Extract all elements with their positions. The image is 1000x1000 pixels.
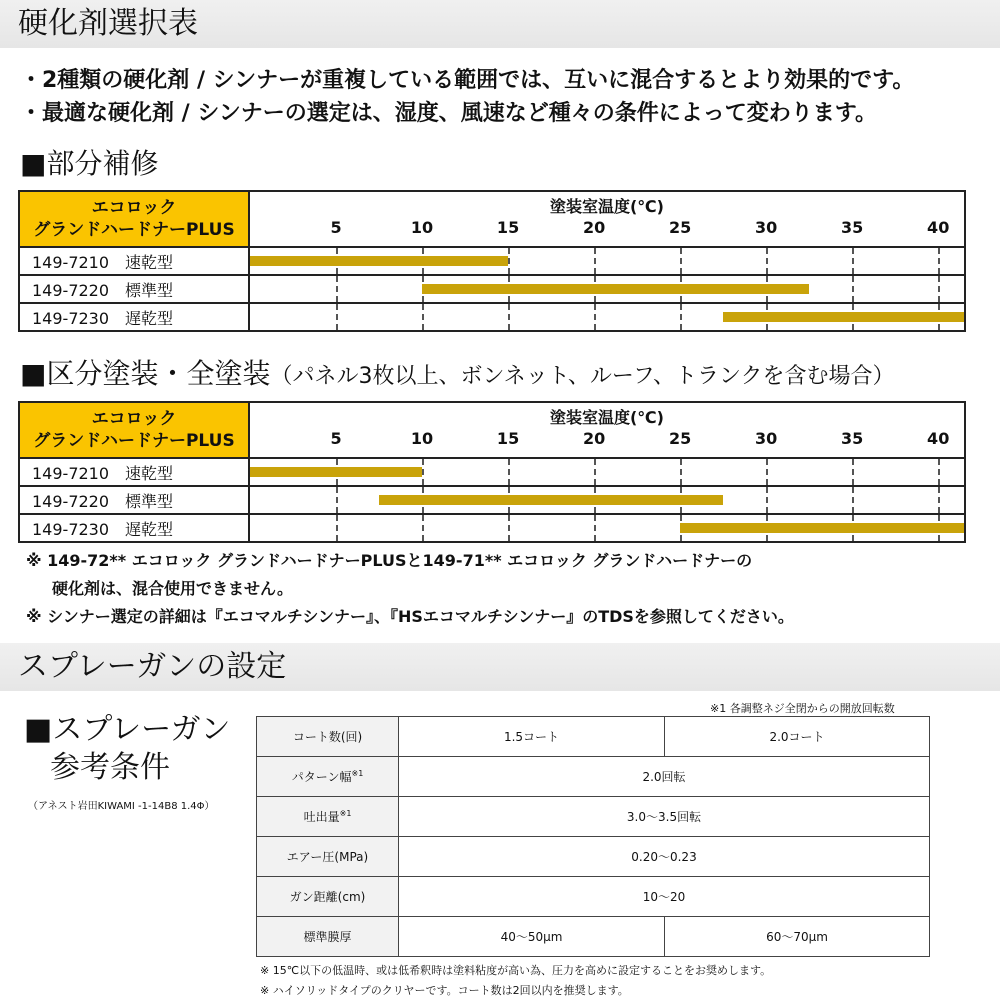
- tick-label: 20: [582, 429, 606, 448]
- bar-cell: [249, 514, 965, 542]
- bar-cell: [249, 458, 965, 486]
- grid-line: [852, 276, 854, 302]
- tick-label: 35: [841, 218, 864, 237]
- grid-line: [594, 248, 596, 274]
- spraygun-note-2: ※ ハイソリッドタイプのクリヤーです。コート数は2回以内を推奨します。: [260, 984, 629, 997]
- spraygun-heading: ■スプレーガン: [24, 712, 231, 747]
- spraygun-top-note: ※1 各調整ネジ全閉からの開放回転数: [710, 702, 895, 715]
- header-line-1: エコロック: [91, 198, 177, 218]
- pattern-value: 2.0回転: [399, 757, 930, 797]
- grid-line: [594, 515, 596, 541]
- row-label: 149-7220 標準型: [19, 486, 249, 514]
- grid-line: [594, 459, 596, 485]
- grid-line: [422, 515, 424, 541]
- tick-label: 25: [668, 429, 692, 448]
- discharge-value: 3.0～3.5回転: [399, 797, 930, 837]
- table-1-title: ■部分補修: [20, 147, 159, 180]
- hardener-table-1: [18, 190, 966, 332]
- row-label: 149-7210 速乾型: [19, 458, 249, 486]
- tick-label: 40: [927, 429, 950, 448]
- bullet-1: ・2種類の硬化剤 / シンナーが重複している範囲では、互いに混合するとより効果的です。: [20, 68, 915, 93]
- tick-label: 35: [841, 429, 864, 448]
- pattern-label: [257, 757, 399, 797]
- grid-line: [938, 276, 940, 302]
- bar-cell: [249, 486, 965, 514]
- spraygun-note-1: ※ 15℃以下の低温時、或は低希釈時は塗料粘度が高い為、圧力を高めに設定することをお奨めします。: [260, 964, 772, 977]
- film-a: 40～50μm: [399, 917, 665, 957]
- tick-label: 30: [755, 218, 778, 237]
- header-line-1: エコロック: [91, 409, 177, 429]
- tick-label: 5: [330, 218, 342, 237]
- discharge-label-text: 吐出量: [303, 810, 340, 824]
- grid-line: [422, 459, 424, 485]
- bar-cell: [249, 303, 965, 331]
- grid-line: [508, 304, 510, 330]
- bullet-2: ・最適な硬化剤 / シンナーの選定は、湿度、風速など種々の条件によって変わります。: [20, 101, 878, 126]
- row-label: 149-7220 標準型: [19, 275, 249, 303]
- distance-label: ガン距離(cm): [257, 877, 399, 917]
- discharge-sup: ※1: [339, 809, 352, 818]
- grid-line: [336, 515, 338, 541]
- grid-line: [766, 487, 768, 513]
- table-2-title-main: ■区分塗装・全塗装: [20, 357, 271, 390]
- grid-line: [852, 459, 854, 485]
- tick-label: 10: [410, 218, 434, 237]
- note-1: ※ 149-72** エコロック グランドハードナーPLUSと149-71** エコロック グランドハードナーの: [26, 551, 753, 570]
- temperature-range-bar: [680, 523, 964, 533]
- tick-label: 10: [410, 429, 434, 448]
- film-label: 標準膜厚: [257, 917, 399, 957]
- tick-label: 40: [927, 218, 950, 237]
- distance-value: 10～20: [399, 877, 930, 917]
- grid-line: [508, 459, 510, 485]
- table-header-label: [19, 402, 249, 458]
- pattern-label-text: パターン幅: [291, 770, 352, 784]
- grid-line: [336, 304, 338, 330]
- temperature-range-bar: [250, 256, 508, 266]
- tick-label: 20: [582, 218, 606, 237]
- film-b: 60～70μm: [665, 917, 930, 957]
- tick-label: 15: [496, 218, 520, 237]
- grid-line: [680, 248, 682, 274]
- grid-line: [852, 248, 854, 274]
- coat-a: 1.5コート: [399, 717, 665, 757]
- air-value: 0.20～0.23: [399, 837, 930, 877]
- grid-line: [336, 487, 338, 513]
- note-1-cont: 硬化剤は、混合使用できません。: [52, 579, 293, 598]
- grid-line: [766, 459, 768, 485]
- pattern-sup: ※1: [351, 769, 364, 778]
- coat-b: 2.0コート: [665, 717, 930, 757]
- tick-label: 25: [668, 218, 692, 237]
- tick-label: 15: [496, 429, 520, 448]
- coat-label: コート数(回): [257, 717, 399, 757]
- grid-line: [594, 304, 596, 330]
- spraygun-model: （アネスト岩田KIWAMI -1-14B8 1.4Φ）: [28, 801, 215, 812]
- spraygun-table: [256, 716, 930, 957]
- grid-line: [508, 515, 510, 541]
- grid-line: [938, 487, 940, 513]
- discharge-label: [257, 797, 399, 837]
- temperature-range-bar: [250, 467, 422, 477]
- table-2-title: [20, 352, 895, 392]
- temperature-scale: [249, 191, 965, 247]
- note-2: ※ シンナー選定の詳細は『エコマルチシンナー』、『HSエコマルチシンナー』のTDSを参照してください。: [26, 607, 794, 626]
- grid-line: [680, 459, 682, 485]
- table-2-subtitle: （パネル3枚以上、ボンネット、ルーフ、トランクを含む場合）: [270, 364, 895, 389]
- hardener-table-2: [18, 401, 966, 543]
- bar-cell: [249, 275, 965, 303]
- temperature-scale: [249, 402, 965, 458]
- axis-label: 塗装室温度(℃): [549, 408, 664, 427]
- grid-line: [508, 248, 510, 274]
- grid-line: [938, 248, 940, 274]
- grid-line: [938, 459, 940, 485]
- row-label: 149-7210 速乾型: [19, 247, 249, 275]
- axis-label: 塗装室温度(℃): [549, 197, 664, 216]
- temperature-range-bar: [422, 284, 809, 294]
- grid-line: [422, 304, 424, 330]
- grid-line: [766, 248, 768, 274]
- grid-line: [852, 487, 854, 513]
- row-label: 149-7230 遅乾型: [19, 514, 249, 542]
- tick-label: 30: [755, 429, 778, 448]
- temperature-range-bar: [723, 312, 964, 322]
- table-header-label: [19, 191, 249, 247]
- tick-label: 5: [330, 429, 342, 448]
- section-title-hardener: 硬化剤選択表: [0, 0, 1000, 48]
- bar-cell: [249, 247, 965, 275]
- temperature-range-bar: [379, 495, 723, 505]
- grid-line: [680, 304, 682, 330]
- header-line-2: グランドハードナーPLUS: [33, 431, 235, 451]
- spraygun-heading-2: 参考条件: [50, 750, 170, 785]
- header-line-2: グランドハードナーPLUS: [33, 220, 235, 240]
- row-label: 149-7230 遅乾型: [19, 303, 249, 331]
- section-title-spraygun: スプレーガンの設定: [0, 643, 1000, 691]
- air-label: エアー圧(MPa): [257, 837, 399, 877]
- grid-line: [336, 276, 338, 302]
